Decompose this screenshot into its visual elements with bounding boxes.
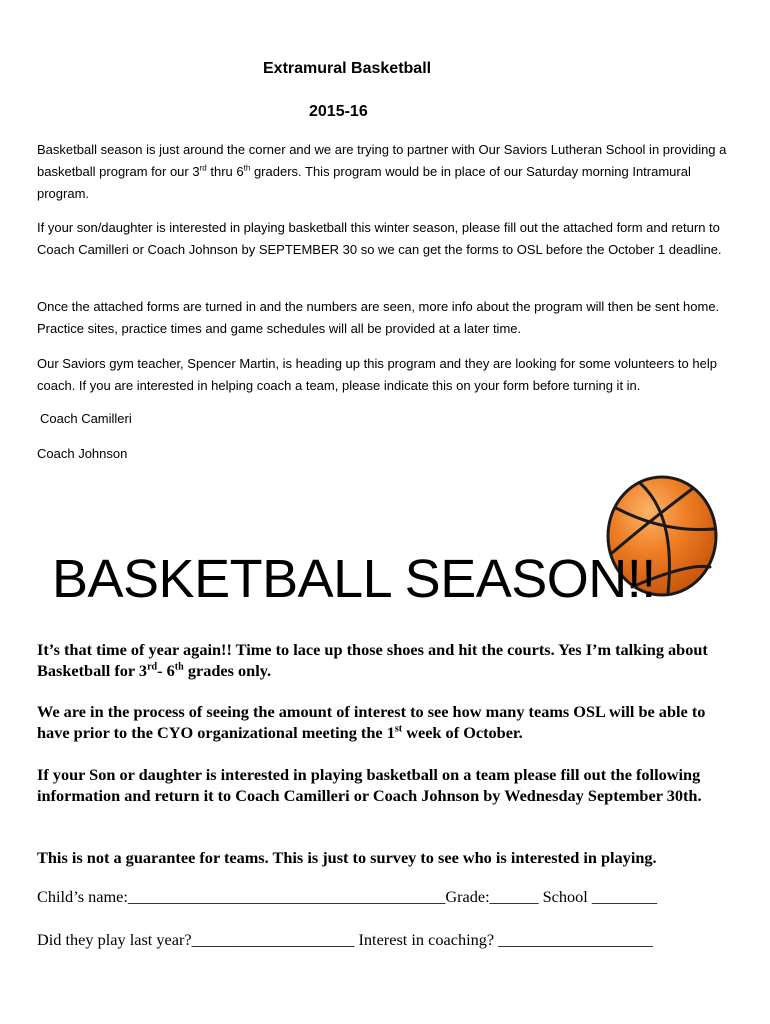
season-year: 2015-16 (309, 103, 368, 120)
played-last-year-coaching-field[interactable]: Did they play last year?____________________ Interest in coaching? ___________________ (37, 930, 653, 949)
child-name-grade-school-field[interactable]: Child’s name:_______________________________________Grade:______ School ________ (37, 887, 658, 906)
announcement-disclaimer: This is not a guarantee for teams. This is just to survey to see who is interested in playing. (37, 848, 657, 867)
page-title: Extramural Basketball (263, 60, 432, 77)
banner-heading: BASKETBALL SEASON!! (52, 549, 656, 609)
signature-coach-camilleri: Coach Camilleri (40, 411, 132, 426)
intro-paragraph-2: If your son/daughter is interested in playing basketball this winter season, please fill out the attached form and return to Coach Camilleri or Coach Johnson by SEPTEMBER 30 so we can get the forms to OSL before the October 1 deadline. (37, 220, 722, 257)
intro-paragraph-4: Our Saviors gym teacher, Spencer Martin, is heading up this program and they are looking for some volunteers to help coach. If you are interested in helping coach a team, please indicate this on your form before turning it in. (37, 356, 717, 393)
announcement-paragraph-2: We are in the process of seeing the amount of interest to see how many teams OSL will be able to have prior to the CYO organizational meeting the 1st week of October. (37, 702, 706, 742)
intro-paragraph-3: Once the attached forms are turned in and the numbers are seen, more info about the program will then be sent home. Practice sites, practice times and game schedules will all be provided at a later time. (37, 299, 720, 336)
announcement-paragraph-1: It’s that time of year again!! Time to lace up those shoes and hit the courts. Yes I’m talking about Basketball for 3rd- 6th grades only. (37, 640, 708, 680)
signature-coach-johnson: Coach Johnson (37, 446, 128, 461)
intro-paragraph-1: Basketball season is just around the corner and we are trying to partner with Our Saviors Lutheran School in providing a basketball program for our 3rd thru 6th graders. This program would be in place of our Saturday morning Intramural program. (37, 142, 727, 201)
announcement-paragraph-3: If your Son or daughter is interested in playing basketball on a team please fill out the following information and return it to Coach Camilleri or Coach Johnson by Wednesday September 30th. (37, 765, 702, 805)
